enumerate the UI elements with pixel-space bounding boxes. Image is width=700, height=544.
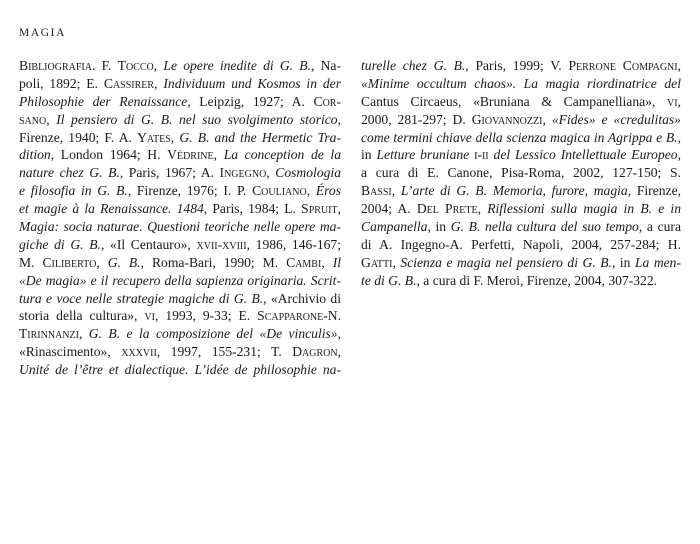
citation-text: , «Archivio di	[263, 290, 342, 306]
work-title: Le opere inedite di G. B.	[163, 58, 311, 73]
author-name: sano	[19, 111, 47, 127]
citation-text: , Roma-Bari, 1990; M.	[140, 254, 287, 270]
author-name: vi	[667, 93, 678, 109]
bibliography-line	[19, 57, 341, 75]
citation-text: a cura di E. Canone, Pisa-Roma, 2002, 127-150; S.	[361, 165, 681, 181]
citation-text: ,	[677, 58, 682, 73]
citation-text: ,	[677, 93, 681, 109]
bibliography-line	[19, 218, 341, 236]
citation-text: ,	[170, 129, 180, 145]
citation-text: ,	[542, 111, 552, 127]
citation-text: poli, 1892; E.	[19, 75, 104, 91]
work-title: G. B. e la composizione del «De vinculis»	[88, 326, 338, 342]
work-title: Éros	[315, 183, 341, 199]
work-title: Philosophie der Renaissance	[19, 93, 188, 109]
author-name: Ciliberto	[42, 254, 97, 270]
citation-text: ,	[78, 326, 89, 342]
bibliography-line	[19, 361, 341, 379]
citation-text: ,	[213, 147, 224, 163]
bibliography-line	[361, 236, 681, 254]
citation-text: 2000, 281-297; D.	[361, 111, 472, 127]
author-name: Giovannozzi	[471, 111, 543, 127]
work-title: del Lessico Intellettuale Europeo	[488, 147, 678, 163]
citation-text: , 1993, 9-33; E.	[154, 308, 258, 324]
author-name: Tirinnanzi	[19, 326, 79, 342]
work-title: et magie à la Renaissance. 1484	[19, 201, 204, 217]
citation-text: , Na-	[311, 58, 341, 73]
work-title: nature chez G. B.	[19, 165, 120, 181]
work-title: G. B. nella cultura del suo tempo	[450, 219, 639, 235]
citation-text: , Paris, 1967; A.	[119, 165, 220, 181]
bibliography-line	[361, 57, 681, 75]
bibliography-line	[19, 236, 341, 254]
bibliography-line	[19, 290, 341, 308]
work-title: turelle chez G. B.	[361, 58, 466, 73]
work-title: dition	[19, 147, 51, 163]
bibliography-line	[19, 146, 341, 164]
author-name: Védrine	[167, 147, 214, 163]
work-title: La men-	[634, 254, 681, 270]
citation-text: , Leipzig, 1927; A.	[187, 93, 314, 109]
citation-text: ,	[391, 183, 401, 199]
citation-text: . F.	[91, 58, 118, 73]
work-title: G. B.	[107, 254, 141, 270]
bibliography-line	[19, 129, 341, 147]
author-name: xxxvii	[121, 344, 157, 360]
bibliography-line	[361, 111, 681, 129]
citation-text: , in	[427, 219, 451, 235]
citation-text: ,	[154, 75, 164, 91]
bibliography-line	[361, 146, 681, 164]
work-title: tura e voce nelle strategie magiche di G. B.	[19, 290, 264, 306]
bibliography-line	[19, 75, 341, 93]
bibliography-line	[361, 164, 681, 182]
citation-text: , a cura di F. Meroi, Firenze, 2004, 307-322.	[416, 272, 658, 288]
bibliography-column-left	[19, 57, 341, 379]
author-name: Cor-	[313, 93, 341, 109]
author-name: Perrone Compagni	[568, 58, 678, 73]
work-title: Unité de l’être et dialectique. L’idée de philosophie na-	[19, 362, 341, 378]
bibliography-line	[361, 93, 681, 111]
citation-text: in	[361, 147, 377, 163]
work-title: Scienza e magia nel pensiero di G. B.	[400, 254, 612, 270]
citation-text: ,	[96, 254, 108, 270]
citation-text: ,	[477, 201, 488, 217]
bibliography-line	[361, 218, 681, 236]
author-name: Gatti	[361, 254, 393, 270]
work-title: come termini chiave della scienza magica in Agrippa e B.	[361, 129, 678, 145]
author-name: xvii-xviii	[196, 236, 247, 252]
bibliography-line	[19, 307, 341, 325]
bibliography-line	[19, 200, 341, 218]
work-title: giche di G. B.	[19, 236, 101, 252]
author-name: Spruit	[301, 201, 338, 217]
citation-text: Firenze, 1940; F. A.	[19, 129, 138, 145]
author-name: Bibliografia	[19, 58, 92, 73]
citation-text: ,	[392, 254, 401, 270]
bibliography-line	[19, 325, 341, 343]
citation-text: ,	[153, 58, 164, 73]
citation-text: ,	[677, 129, 681, 145]
running-head: MAGIA	[19, 27, 66, 39]
bibliography-column-right	[361, 57, 681, 290]
bibliography-line	[19, 254, 341, 272]
citation-text: , Paris, 1984; L.	[203, 201, 302, 217]
bibliography-line	[361, 129, 681, 147]
citation-text: ,	[337, 326, 342, 342]
citation-text: , Paris, 1999; V.	[465, 58, 569, 73]
work-title: Individuum und Kosmos in der	[163, 75, 342, 91]
author-name: i-ii	[474, 147, 489, 163]
citation-text: , a cura	[638, 219, 681, 235]
author-name: Dagron	[292, 344, 338, 360]
work-title: Magia: socia naturae. Questioni teoriche nelle opere ma-	[19, 219, 341, 235]
bibliography-line	[19, 164, 341, 182]
citation-text: ,	[677, 147, 681, 163]
author-name: Cambi	[286, 254, 322, 270]
work-title: te di G. B.	[361, 272, 417, 288]
citation-text: ,	[337, 344, 341, 360]
citation-text: , in	[611, 254, 635, 270]
bibliography-line	[19, 182, 341, 200]
bibliography-line	[19, 343, 341, 361]
bibliography-line	[361, 200, 681, 218]
author-name: Ingegno	[219, 165, 267, 181]
author-name: Del Prete	[416, 201, 478, 217]
author-name: Yates	[137, 129, 171, 145]
citation-text: , 1997, 155-231; T.	[156, 344, 293, 360]
work-title: Cosmologia	[275, 165, 341, 181]
work-title: La conception de la	[223, 147, 341, 163]
citation-text: «Rinascimento»,	[19, 344, 122, 360]
citation-text: ,	[306, 183, 316, 199]
bibliography-line	[361, 182, 681, 200]
work-title: Il pensiero di G. B. nel suo svolgimento storico	[56, 111, 338, 127]
work-title: «Fides» e «credulitas»	[551, 111, 681, 127]
citation-text: ,	[321, 254, 333, 270]
author-name: Scapparone-N.	[257, 308, 341, 324]
work-title: «De magia» e il recupero della sapienza originaria. Scrit-	[19, 272, 341, 288]
work-title: Campanella	[361, 219, 428, 235]
citation-text: ,	[337, 201, 341, 217]
bibliography-line	[19, 111, 341, 129]
work-title: e filosofia in G. B.	[19, 183, 128, 199]
author-name: Bassi	[361, 183, 392, 199]
citation-text: 2004; A.	[361, 201, 417, 217]
author-name: vi	[144, 308, 155, 324]
citation-text: , Firenze,	[627, 183, 682, 199]
bibliography-line	[19, 272, 341, 290]
work-title: Letture bruniane	[376, 147, 475, 163]
citation-text: storia della cultura»,	[19, 308, 145, 324]
author-name: Cassirer	[103, 75, 155, 91]
work-title: G. B. and the Hermetic Tra-	[179, 129, 341, 145]
work-title: Riflessioni sulla magia in B. e in	[487, 201, 682, 217]
work-title: «Minime occultum chaos». La magia riordinatrice del	[361, 75, 681, 91]
citation-text: ,	[337, 111, 341, 127]
author-name: Tocco	[117, 58, 154, 73]
citation-text: , Firenze, 1976; I. P.	[127, 183, 253, 199]
citation-text: ,	[266, 165, 276, 181]
citation-text: M.	[19, 254, 43, 270]
bibliography-line	[19, 93, 341, 111]
citation-text: , 1986, 146-167;	[246, 236, 341, 252]
work-title: Il	[332, 254, 341, 270]
work-title: L’arte di G. B. Memoria, furore, magia	[400, 183, 628, 199]
bibliography-line	[361, 272, 681, 290]
citation-text: di A. Ingegno-A. Perfetti, Napoli, 2004, 257-284; H.	[361, 236, 681, 252]
author-name: Couliano	[252, 183, 307, 199]
citation-text: Cantus Circaeus, «Bruniana & Campanelliana»,	[361, 93, 668, 109]
bibliography-line	[361, 254, 681, 272]
bibliography-line	[361, 75, 681, 93]
citation-text: , London 1964; H.	[50, 147, 168, 163]
citation-text: , «Il Centauro»,	[100, 236, 197, 252]
citation-text: ,	[46, 111, 57, 127]
